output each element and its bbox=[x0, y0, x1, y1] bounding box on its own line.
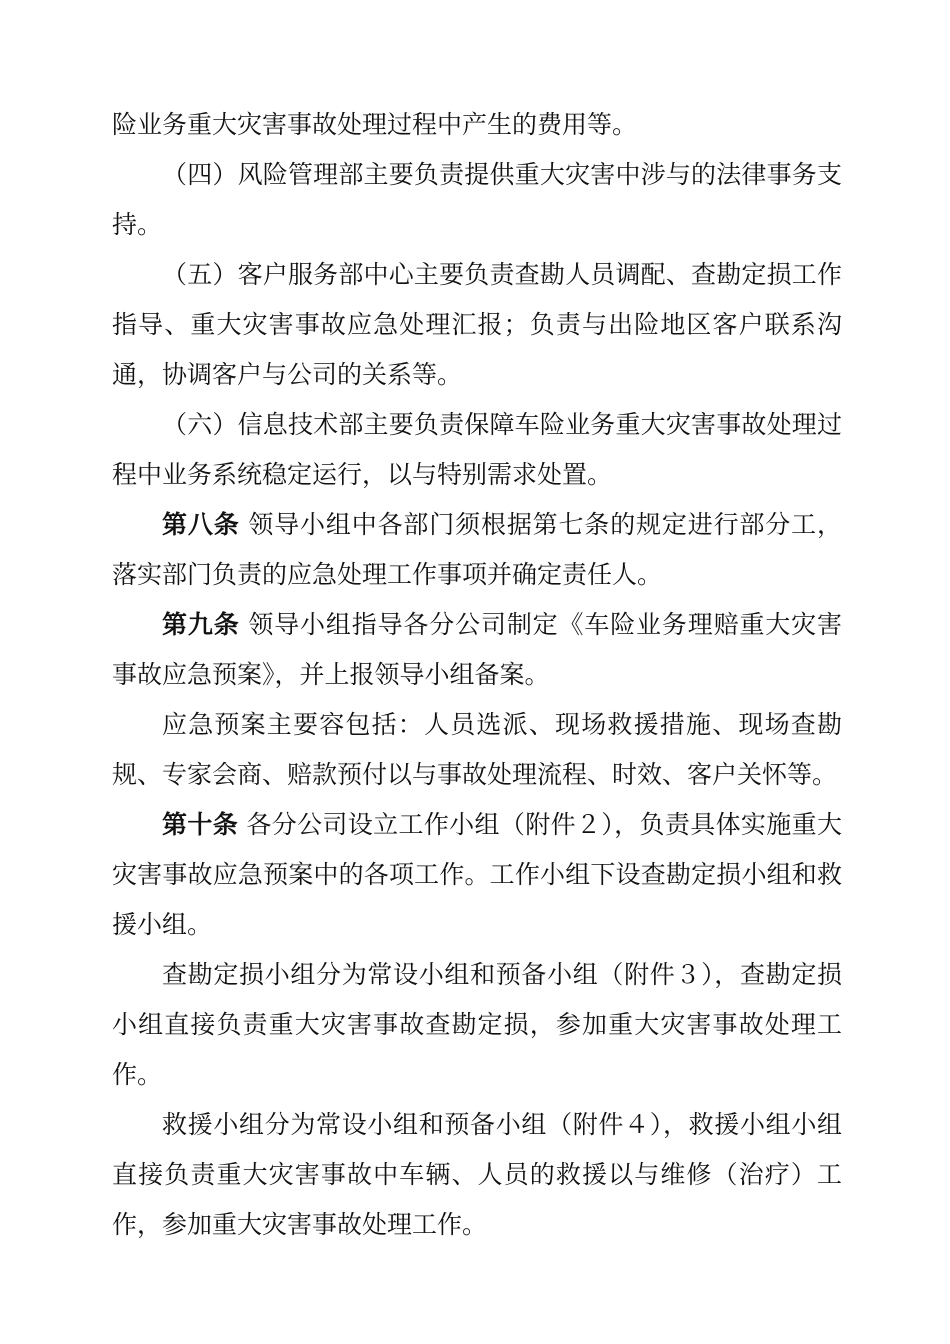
article-text: 领导小组指导各分公司制定《车险业务理赔重大灾害事故应急预案》，并上报领导小组备案。 bbox=[112, 610, 842, 689]
document-body bbox=[112, 100, 842, 1250]
paragraph-text: （五）客户服务部中心主要负责查勘人员调配、查勘定损工作指导、重大灾害事故应急处理汇报；负责与出险地区客户联系沟通，协调客户与公司的关系等。 bbox=[112, 260, 842, 389]
paragraph-rescue-group bbox=[112, 1100, 842, 1250]
article-9 bbox=[112, 600, 842, 700]
article-10 bbox=[112, 800, 842, 950]
paragraph-survey-group bbox=[112, 950, 842, 1100]
paragraph-text: 救援小组分为常设小组和预备小组（附件４），救援小组小组直接负责重大灾害事故中车辆、人员的救援以与维修（治疗）工作，参加重大灾害事故处理工作。 bbox=[112, 1110, 842, 1239]
article-number: 第九条 bbox=[162, 610, 240, 639]
paragraph-text: 险业务重大灾害事故处理过程中产生的费用等。 bbox=[112, 110, 638, 139]
paragraph-plan-contents bbox=[112, 700, 842, 800]
paragraph-customer-service bbox=[112, 250, 842, 400]
paragraph-text: （六）信息技术部主要负责保障车险业务重大灾害事故处理过程中业务系统稳定运行，以与特别需求处置。 bbox=[112, 410, 842, 489]
article-8 bbox=[112, 500, 842, 600]
article-text: 领导小组中各部门须根据第七条的规定进行部分工，落实部门负责的应急处理工作事项并确定责任人。 bbox=[112, 510, 842, 589]
paragraph-it-department bbox=[112, 400, 842, 500]
paragraph-risk-management bbox=[112, 150, 842, 250]
article-number: 第十条 bbox=[162, 810, 239, 839]
paragraph-text: 查勘定损小组分为常设小组和预备小组（附件３），查勘定损小组直接负责重大灾害事故查勘定损，参加重大灾害事故处理工作。 bbox=[112, 960, 842, 1089]
paragraph-text: 应急预案主要容包括：人员选派、现场救援措施、现场查勘规、专家会商、赔款预付以与事故处理流程、时效、客户关怀等。 bbox=[112, 710, 842, 789]
paragraph-continuation bbox=[112, 100, 842, 150]
article-text: 各分公司设立工作小组（附件２），负责具体实施重大灾害事故应急预案中的各项工作。工作小组下设查勘定损小组和救援小组。 bbox=[112, 810, 842, 939]
paragraph-text: （四）风险管理部主要负责提供重大灾害中涉与的法律事务支持。 bbox=[112, 160, 842, 239]
article-number: 第八条 bbox=[162, 510, 240, 539]
